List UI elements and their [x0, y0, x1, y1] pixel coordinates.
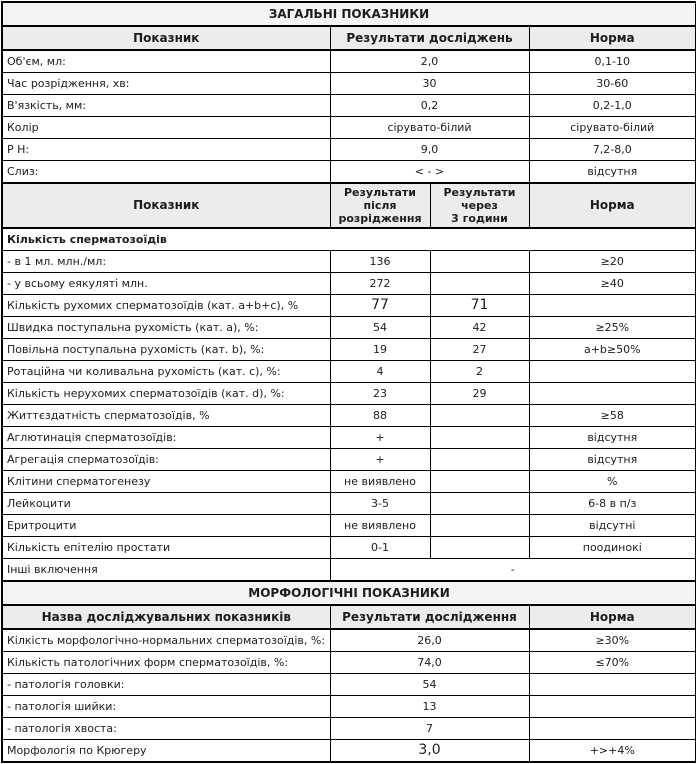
table-row — [2, 629, 696, 652]
result-3h-value — [430, 537, 529, 559]
indicator-label: Кількість епітелію простати — [2, 537, 330, 559]
indicator-label: Колір — [2, 117, 330, 139]
result-after-value: не виявлено — [330, 515, 430, 537]
table-row — [2, 674, 696, 696]
col-header-indicator: Назва досліджувальних показників — [2, 605, 330, 629]
section2-header-row — [2, 183, 696, 228]
indicator-label: Кілкість морфологічно-нормальних сперматозоїдів, %: — [2, 629, 330, 652]
indicator-label: - в 1 мл. млн./мл: — [2, 251, 330, 273]
result-3h-value — [430, 405, 529, 427]
result-value: 2,0 — [330, 50, 529, 73]
result-value: 3,0 — [330, 740, 529, 763]
indicator-label: Еритроцити — [2, 515, 330, 537]
section1-header-row — [2, 26, 696, 50]
col-header-result-after — [330, 183, 430, 228]
norm-value: поодинокі — [529, 537, 696, 559]
indicator-label: - патологія головки: — [2, 674, 330, 696]
norm-value: 6-8 в п/з — [529, 493, 696, 515]
header-line: розрідження — [338, 212, 422, 225]
result-after-value: 136 — [330, 251, 430, 273]
result-value: 9,0 — [330, 139, 529, 161]
norm-value: відсутня — [529, 161, 696, 184]
norm-value: 30-60 — [529, 73, 696, 95]
norm-value: 0,2-1,0 — [529, 95, 696, 117]
header-line: після — [363, 199, 397, 212]
indicator-label: - у всьому еякуляті млн. — [2, 273, 330, 295]
table-row — [2, 251, 696, 273]
result-after-value: 0-1 — [330, 537, 430, 559]
result-3h-value: 29 — [430, 383, 529, 405]
table-row — [2, 427, 696, 449]
indicator-label: В'язкість, мм: — [2, 95, 330, 117]
table-row — [2, 317, 696, 339]
indicator-label: Аглютинація сперматозоїдів: — [2, 427, 330, 449]
result-3h-value — [430, 449, 529, 471]
section3-header-row — [2, 605, 696, 629]
table-row — [2, 740, 696, 763]
norm-value: ≥30% — [529, 629, 696, 652]
section3-title-row — [2, 581, 696, 605]
norm-value: ≥40 — [529, 273, 696, 295]
norm-value: +>+4% — [529, 740, 696, 763]
indicator-label: Кількість нерухомих сперматозоїдів (кат. d), %: — [2, 383, 330, 405]
header-line: Результати — [344, 186, 416, 199]
result-3h-value: 71 — [430, 295, 529, 317]
table-row — [2, 652, 696, 674]
indicator-label: Лейкоцити — [2, 493, 330, 515]
indicator-label: Повільна поступальна рухомість (кат. b), %: — [2, 339, 330, 361]
result-3h-value — [430, 273, 529, 295]
result-after-value: 88 — [330, 405, 430, 427]
result-after-value: 4 — [330, 361, 430, 383]
result-after-value: 54 — [330, 317, 430, 339]
indicator-label: Слиз: — [2, 161, 330, 184]
table-row — [2, 718, 696, 740]
indicator-label: Р Н: — [2, 139, 330, 161]
col-header-norm: Норма — [529, 183, 696, 228]
norm-value — [529, 361, 696, 383]
table-row — [2, 339, 696, 361]
result-3h-value — [430, 427, 529, 449]
section1-title-row — [2, 2, 696, 26]
result-after-value: 77 — [330, 295, 430, 317]
table-row — [2, 537, 696, 559]
table-row — [2, 383, 696, 405]
result-3h-value: 2 — [430, 361, 529, 383]
result-3h-value — [430, 493, 529, 515]
result-after-value: + — [330, 449, 430, 471]
indicator-label: Клітини сперматогенезу — [2, 471, 330, 493]
indicator-label: Ротаційна чи коливальна рухомість (кат. c), %: — [2, 361, 330, 383]
norm-value: ≤70% — [529, 652, 696, 674]
indicator-label: - патологія шийки: — [2, 696, 330, 718]
header-line: 3 години — [451, 212, 508, 225]
result-value: 26,0 — [330, 629, 529, 652]
norm-value — [529, 696, 696, 718]
group-title: Кількість сперматозоїдів — [2, 228, 696, 251]
table-row — [2, 73, 696, 95]
indicator-label: Швидка поступальна рухомість (кат. a), %: — [2, 317, 330, 339]
table-row — [2, 117, 696, 139]
result-after-value: 19 — [330, 339, 430, 361]
norm-value: відсутня — [529, 427, 696, 449]
indicator-label: Життєздатність сперматозоїдів, % — [2, 405, 330, 427]
table-row — [2, 161, 696, 184]
table-row — [2, 449, 696, 471]
table-row — [2, 696, 696, 718]
norm-value: сірувато-білий — [529, 117, 696, 139]
header-line: Результати — [443, 186, 516, 199]
norm-value — [529, 674, 696, 696]
table-row — [2, 50, 696, 73]
col-header-indicator: Показник — [2, 26, 330, 50]
table-row — [2, 361, 696, 383]
col-header-result: Результати дослідження — [330, 605, 529, 629]
result-value: 0,2 — [330, 95, 529, 117]
result-3h-value — [430, 251, 529, 273]
result-value: < - > — [330, 161, 529, 184]
result-after-value: 3-5 — [330, 493, 430, 515]
norm-value: ≥25% — [529, 317, 696, 339]
result-3h-value: 42 — [430, 317, 529, 339]
norm-value — [529, 383, 696, 405]
result-value: 74,0 — [330, 652, 529, 674]
norm-value: ≥20 — [529, 251, 696, 273]
table-row — [2, 405, 696, 427]
table-row — [2, 295, 696, 317]
norm-value: відсутні — [529, 515, 696, 537]
norm-value: ≥58 — [529, 405, 696, 427]
indicator-label: Кількість патологічних форм сперматозоїдів, %: — [2, 652, 330, 674]
result-3h-value: 27 — [430, 339, 529, 361]
col-header-result-3h — [430, 183, 529, 228]
col-header-norm: Норма — [529, 26, 696, 50]
section3-title: МОРФОЛОГІЧНІ ПОКАЗНИКИ — [2, 581, 696, 605]
result-value: 13 — [330, 696, 529, 718]
norm-value — [529, 718, 696, 740]
table-row — [2, 95, 696, 117]
indicator-label: Інші включення — [2, 559, 330, 582]
indicator-label: Морфологія по Крюгеру — [2, 740, 330, 763]
result-value: 54 — [330, 674, 529, 696]
result-after-value: + — [330, 427, 430, 449]
table-row-other-inclusions — [2, 559, 696, 582]
table-row — [2, 273, 696, 295]
result-after-value: 272 — [330, 273, 430, 295]
norm-value — [529, 295, 696, 317]
indicator-label: Об'єм, мл: — [2, 50, 330, 73]
group-title-row — [2, 228, 696, 251]
result-value: 30 — [330, 73, 529, 95]
col-header-norm: Норма — [529, 605, 696, 629]
table-row — [2, 493, 696, 515]
norm-value: відсутня — [529, 449, 696, 471]
norm-value: % — [529, 471, 696, 493]
norm-value: 0,1-10 — [529, 50, 696, 73]
indicator-label: Агрегація сперматозоїдів: — [2, 449, 330, 471]
result-value: 7 — [330, 718, 529, 740]
indicator-label: - патологія хвоста: — [2, 718, 330, 740]
table-row — [2, 139, 696, 161]
norm-value: 7,2-8,0 — [529, 139, 696, 161]
table-row — [2, 515, 696, 537]
norm-value: a+b≥50% — [529, 339, 696, 361]
col-header-result: Результати досліджень — [330, 26, 529, 50]
result-value: сірувато-білий — [330, 117, 529, 139]
result-after-value: 23 — [330, 383, 430, 405]
result-3h-value — [430, 515, 529, 537]
col-header-indicator: Показник — [2, 183, 330, 228]
lab-report-table — [1, 1, 696, 763]
indicator-label: Час розрідження, хв: — [2, 73, 330, 95]
result-3h-value — [430, 471, 529, 493]
section1-title: ЗАГАЛЬНІ ПОКАЗНИКИ — [2, 2, 696, 26]
merged-result-value: - — [330, 559, 696, 582]
result-after-value: не виявлено — [330, 471, 430, 493]
indicator-label: Кількість рухомих сперматозоїдів (кат. a+b+c), % — [2, 295, 330, 317]
table-row — [2, 471, 696, 493]
header-line: через — [461, 199, 498, 212]
